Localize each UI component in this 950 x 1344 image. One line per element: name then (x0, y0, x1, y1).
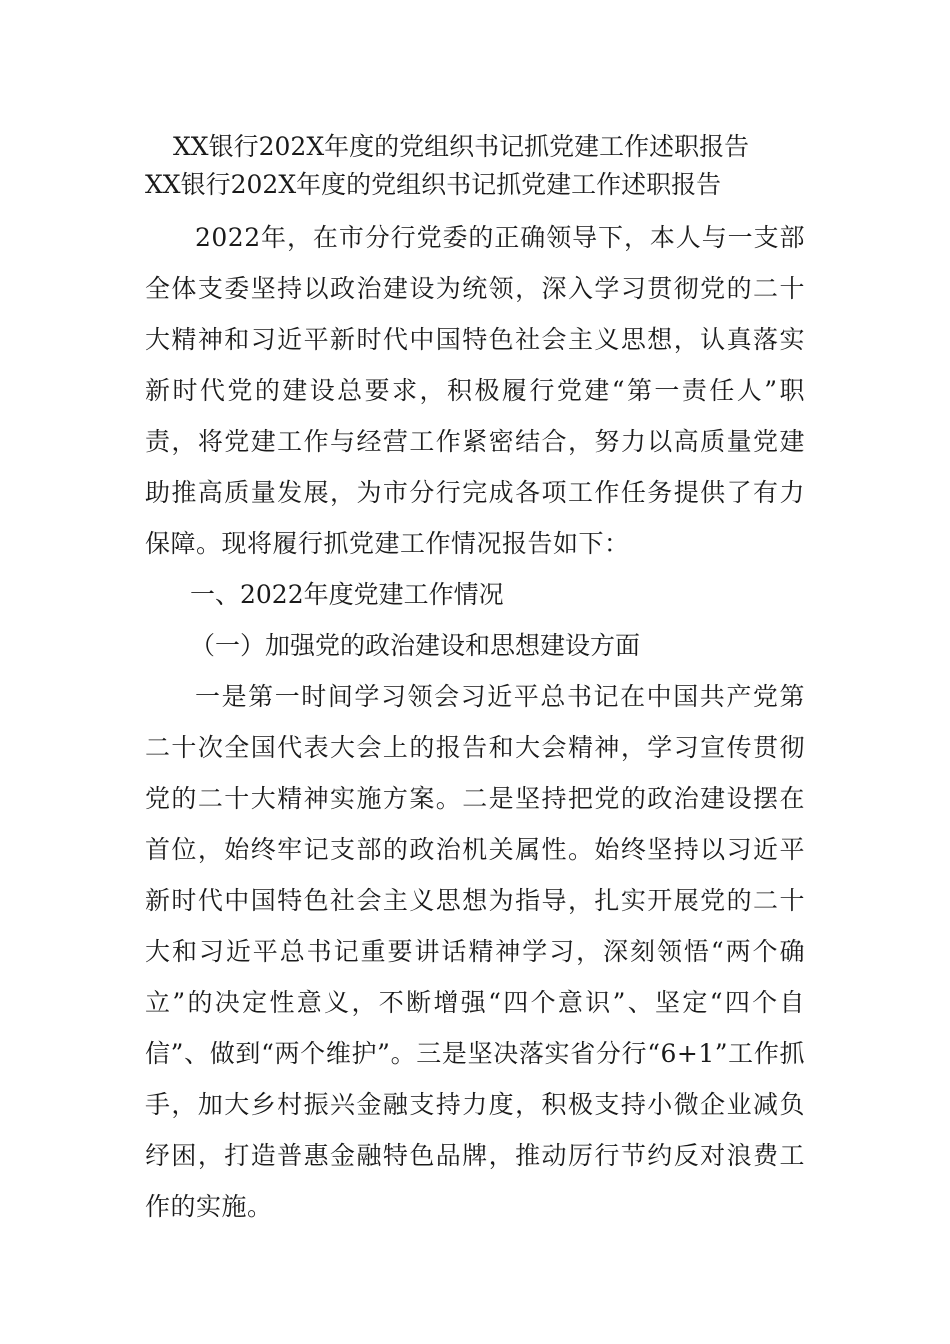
document-title-line-2: XX银行202X年度的党组织书记抓党建工作述职报告 (145, 170, 722, 199)
intro-paragraph: 2022年，在市分行党委的正确领导下，本人与一支部全体支委坚持以政治建设为统领，深入学习贯彻党的二十大精神和习近平新时代中国特色社会主义思想，认真落实新时代党的建设总要求，积极履行党建“第一责任人”职责，将党建工作与经营工作紧密结合，努力以高质量党建助推高质量发展，为市分行完成各项工作任务提供了有力保障。现将履行抓党建工作情况报告如下： (145, 223, 805, 558)
subsection-1-heading: （一）加强党的政治建设和思想建设方面 (190, 631, 641, 660)
subsection-1-paragraph: 一是第一时间学习领会习近平总书记在中国共产党第二十次全国代表大会上的报告和大会精神，学习宣传贯彻党的二十大精神实施方案。二是坚持把党的政治建设摆在首位，始终牢记支部的政治机关属性。始终坚持以习近平新时代中国特色社会主义思想为指导，扎实开展党的二十大和习近平总书记重要讲话精神学习，深刻领悟“两个确立”的决定性意义，不断增强“四个意识”、坚定“四个自信”、做到“两个维护”。三是坚决落实省分行“6+1”工作抓手，加大乡村振兴金融支持力度，积极支持小微企业减负纾困，打造普惠金融特色品牌，推动厉行节约反对浪费工作的实施。 (145, 682, 806, 1221)
section-1-heading: 一、2022年度党建工作情况 (190, 580, 504, 609)
document-title-line-1: XX银行202X年度的党组织书记抓党建工作述职报告 (173, 132, 750, 161)
document-body (145, 128, 805, 1232)
